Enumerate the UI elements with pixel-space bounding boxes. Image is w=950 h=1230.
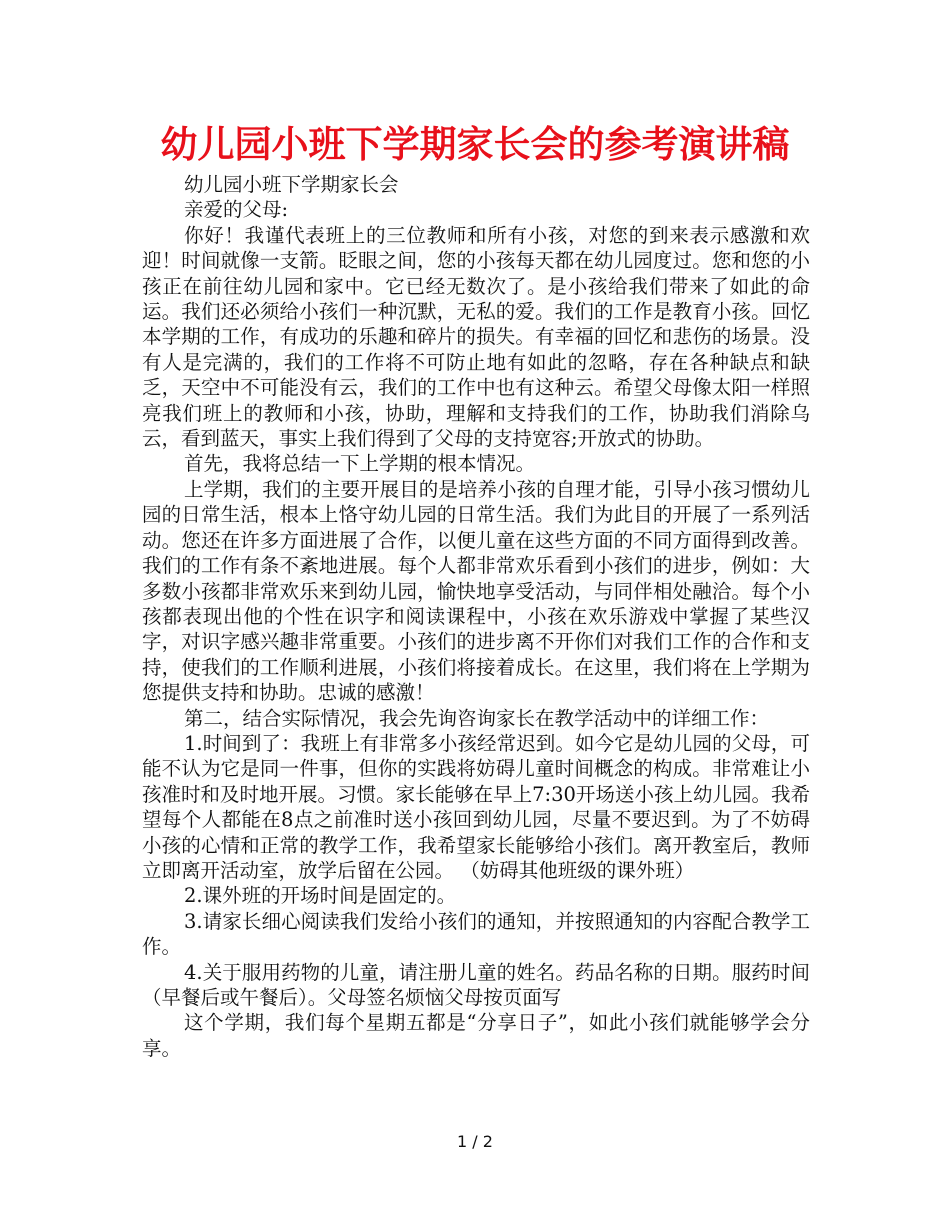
document-body: [142, 172, 810, 1061]
list-item-1: 1.时间到了：我班上有非常多小孩经常迟到。如今它是幼儿园的父母，可能不认为它是同一件事，但你的实践将妨碍儿童时间概念的构成。非常难让小孩准时和及时地开展。习惯。家长能够在早上7:30开场送小孩上幼儿园。我希望每个人都能在8点之前准时送小孩回到幼儿园，尽量不要迟到。为了不妨碍小孩的心情和正常的教学工作，我希望家长能够给小孩们。离开教室后，教师立即离开活动室，放学后留在公园。 （妨碍其他班级的课外班）: [142, 731, 810, 882]
list-item-4: 4.关于服用药物的儿童，请注册儿童的姓名。药品名称的日期。服药时间（早餐后或午餐后）。父母签名烦恼父母按页面写: [142, 960, 810, 1009]
page-number: 1 / 2: [457, 1132, 493, 1151]
paragraph-sharing-day: 这个学期，我们每个星期五都是“分享日子”，如此小孩们就能够学会分享。: [142, 1011, 810, 1060]
paragraph-welcome: 你好！我谨代表班上的三位教师和所有小孩，对您的到来表示感激和欢迎！时间就像一支箭。眨眼之间，您的小孩每天都在幼儿园度过。您和您的小孩正在前往幼儿园和家中。它已经无数次了。是小孩给我们带来了如此的命运。我们还必须给小孩们一种沉默，无私的爱。我们的工作是教育小孩。回忆本学期的工作，有成功的乐趣和碎片的损失。有幸福的回忆和悲伤的场景。没有人是完满的，我们的工作将不可防止地有如此的忽略，存在各种缺点和缺乏，天空中不可能没有云，我们的工作中也有这种云。希望父母像太阳一样照亮我们班上的教师和小孩，协助，理解和支持我们的工作，协助我们消除乌云，看到蓝天，事实上我们得到了父母的支持宽容;开放式的协助。: [142, 223, 810, 451]
list-item-2: 2.课外班的开场时间是固定的。: [184, 884, 457, 908]
paragraph-subtitle: 幼儿园小班下学期家长会: [184, 173, 399, 196]
paragraph-greeting: 亲爱的父母:: [184, 198, 289, 222]
paragraph-first: 首先，我将总结一下上学期的根本情况。: [184, 452, 536, 476]
paragraph-second: 第二，结合实际情况，我会先询咨询家长在教学活动中的详细工作：: [184, 706, 770, 730]
document-title: 幼儿园小班下学期家长会的参考演讲稿: [160, 123, 790, 166]
list-item-3: 3.请家长细心阅读我们发给小孩们的通知，并按照通知的内容配合教学工作。: [142, 909, 810, 959]
paragraph-last-semester: 上学期，我们的主要开展目的是培养小孩的自理才能，引导小孩习惯幼儿园的日常生活，根本上恪守幼儿园的日常生活。我们为此目的开展了一系列活动。您还在许多方面进展了合作，以便儿童在这些方面的不同方面得到改善。我们的工作有条不紊地进展。每个人都非常欢乐看到小孩们的进步，例如：大多数小孩都非常欢乐来到幼儿园，愉快地享受活动，与同伴相处融洽。每个小孩都表现出他的个性在识字和阅读课程中，小孩在欢乐游戏中掌握了某些汉字，对识字感兴趣非常重要。小孩们的进步离不开你们对我们工作的合作和支持，使我们的工作顺利进展，小孩们将接着成长。在这里，我们将在上学期为您提供支持和协助。忠诚的感激！: [142, 477, 810, 705]
